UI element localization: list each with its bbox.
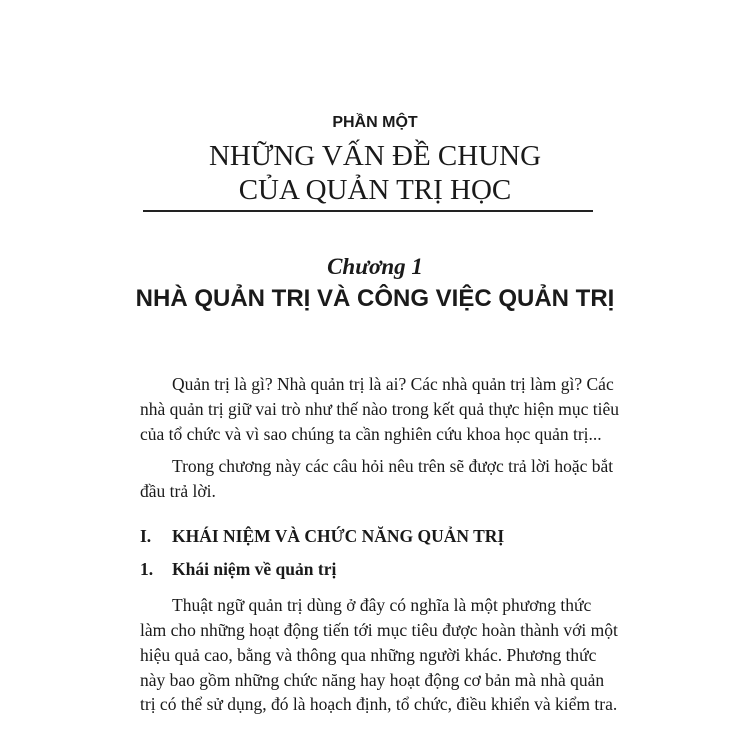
part-title-line-1: NHỮNG VẤN ĐỀ CHUNG (208, 140, 542, 172)
body-paragraph-line: Thuật ngữ quản trị dùng ở đây có nghĩa là một phương thức (172, 595, 592, 615)
part-title-line-2: CỦA QUẢN TRỊ HỌC (238, 174, 512, 206)
intro-paragraph-1-line: của tổ chức và vì sao chúng ta cần nghiên cứu khoa học quản trị... (140, 424, 602, 444)
section-number: I. (140, 526, 152, 546)
title-divider (143, 210, 593, 212)
body-paragraph-line: hiệu quả cao, bằng và thông qua những người khác. Phương thức (140, 645, 597, 665)
section-heading: KHÁI NIỆM VÀ CHỨC NĂNG QUẢN TRỊ (172, 526, 505, 546)
body-paragraph-line: trị có thể sử dụng, đó là hoạch định, tổ chức, điều khiển và kiểm tra. (140, 694, 618, 714)
body-paragraph-line: làm cho những hoạt động tiến tới mục tiêu được hoàn thành với một (140, 620, 618, 640)
chapter-label: Chương 1 (327, 254, 423, 279)
subsection-number: 1. (140, 559, 154, 579)
intro-paragraph-2-line: Trong chương này các câu hỏi nêu trên sẽ được trả lời hoặc bắt (172, 456, 614, 476)
chapter-title: NHÀ QUẢN TRỊ VÀ CÔNG VIỆC QUẢN TRỊ (135, 285, 615, 312)
intro-paragraph-1-line: nhà quản trị giữ vai trò như thế nào trong kết quả thực hiện mục tiêu (140, 399, 619, 419)
body-paragraph-line: này bao gồm những chức năng hay hoạt động cơ bản mà nhà quản (140, 670, 605, 690)
subsection-heading: Khái niệm về quản trị (172, 559, 337, 579)
intro-paragraph-2-line: đầu trả lời. (140, 481, 216, 501)
intro-paragraph-1-line: Quản trị là gì? Nhà quản trị là ai? Các nhà quản trị làm gì? Các (172, 374, 614, 394)
part-label: PHẦN MỘT (332, 114, 418, 131)
